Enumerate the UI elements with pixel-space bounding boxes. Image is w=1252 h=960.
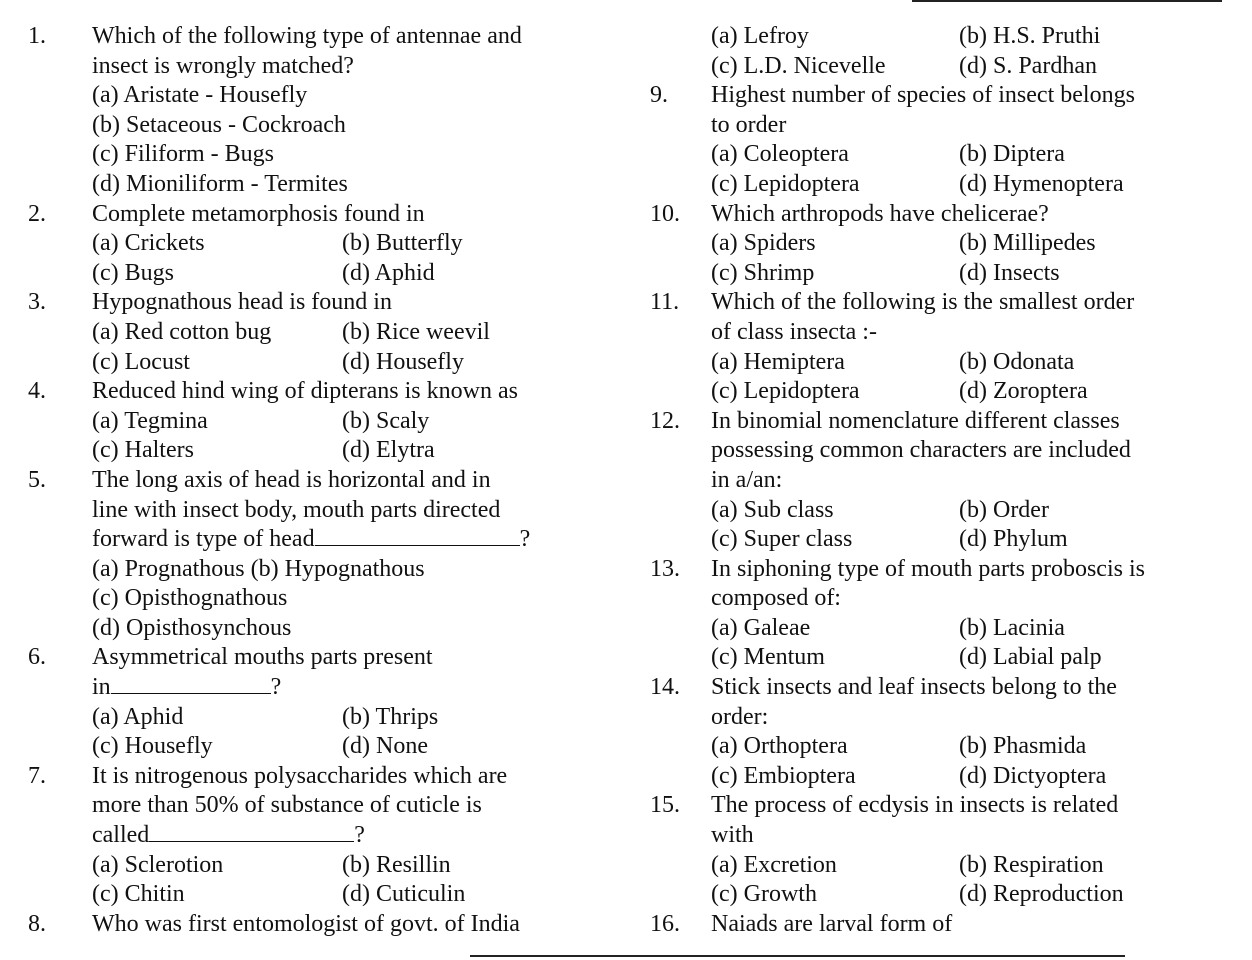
question-text: Asymmetrical mouths parts present xyxy=(92,644,433,671)
question-text: more than 50% of substance of cuticle is xyxy=(92,792,482,819)
option-b: (b) Odonata xyxy=(959,348,1075,375)
question-text: Reduced hind wing of dipterans is known as xyxy=(92,378,518,405)
option-row xyxy=(711,614,1235,644)
question-text: In binomial nomenclature different classes xyxy=(711,407,1120,434)
option-row xyxy=(92,732,598,762)
option-c: (c) Bugs xyxy=(92,259,174,286)
option-d: (d) S. Pardhan xyxy=(959,52,1097,79)
question-text: Naiads are larval form of xyxy=(711,910,953,937)
question-text: In siphoning type of mouth parts proboscis is xyxy=(711,555,1145,582)
right-column xyxy=(645,22,1235,939)
option-d: (d) Insects xyxy=(959,259,1060,286)
option-d: (d) Zoroptera xyxy=(959,378,1088,405)
option-d: (d) Hymenoptera xyxy=(959,170,1124,197)
option-a: (a) Orthoptera xyxy=(711,733,848,760)
question-number: 14. xyxy=(650,674,680,701)
question-mark: ? xyxy=(270,674,282,701)
question-15 xyxy=(645,791,1235,909)
question-text: Which of the following is the smallest order xyxy=(711,289,1135,316)
option-c: (c) Opisthognathous xyxy=(92,585,288,612)
option-row xyxy=(711,259,1235,289)
option-c: (c) Lepidoptera xyxy=(711,378,860,405)
option-d: (d) Dictyoptera xyxy=(959,762,1107,789)
option-a: (a) Galeae xyxy=(711,614,811,641)
question-number: 1. xyxy=(28,23,46,49)
option-b: (b) Resillin xyxy=(342,851,451,878)
option-row xyxy=(92,436,598,466)
question-4 xyxy=(28,377,598,466)
question-text: possessing common characters are included xyxy=(711,437,1131,464)
question-text-with-blank xyxy=(92,673,598,703)
question-text: in a/an: xyxy=(711,466,783,493)
option-row xyxy=(711,377,1235,407)
option-d: (d) None xyxy=(342,733,428,760)
question-text: Highest number of species of insect belongs xyxy=(711,82,1135,109)
question-text: Complete metamorphosis found in xyxy=(92,200,425,227)
question-text: The process of ecdysis in insects is related xyxy=(711,792,1119,819)
option-d: (d) Elytra xyxy=(342,437,435,464)
option-d: (d) Aphid xyxy=(342,259,435,286)
question-text: line with insect body, mouth parts directed xyxy=(92,496,501,523)
question-12 xyxy=(645,407,1235,555)
option-d: (d) Labial palp xyxy=(959,644,1102,671)
option-d: (d) Phylum xyxy=(959,526,1068,553)
option-c: (c) Shrimp xyxy=(711,259,815,286)
option-row xyxy=(711,229,1235,259)
option-row xyxy=(711,140,1235,170)
option-row xyxy=(711,732,1235,762)
option-b: (b) Scaly xyxy=(342,407,430,434)
option-d: (d) Mioniliform - Termites xyxy=(92,170,348,197)
option-d: (d) Cuticulin xyxy=(342,881,466,908)
option-row xyxy=(92,318,598,348)
option-a: (a) Lefroy xyxy=(711,23,809,49)
question-number: 12. xyxy=(650,407,680,434)
option-b: (b) Butterfly xyxy=(342,230,463,257)
option-b: (b) Order xyxy=(959,496,1049,523)
option-row xyxy=(711,851,1235,881)
question-number: 10. xyxy=(650,200,680,227)
answer-blank xyxy=(315,525,520,546)
question-number: 2. xyxy=(28,200,46,227)
option-b: (b) H.S. Pruthi xyxy=(959,23,1101,49)
option-c: (c) Embioptera xyxy=(711,762,856,789)
question-number: 15. xyxy=(650,792,680,819)
option-b: (b) Millipedes xyxy=(959,230,1096,257)
question-text: Hypognathous head is found in xyxy=(92,289,392,316)
question-text: order: xyxy=(711,703,769,730)
question-3 xyxy=(28,288,598,377)
option-a: (a) Crickets xyxy=(92,230,205,257)
option-row xyxy=(92,348,598,378)
question-text: composed of: xyxy=(711,585,841,612)
left-column xyxy=(28,22,598,939)
question-text: with xyxy=(711,822,754,849)
option-row xyxy=(711,762,1235,792)
question-mark: ? xyxy=(354,822,365,849)
option-a: (a) Sub class xyxy=(711,496,834,523)
option-c: (c) L.D. Nicevelle xyxy=(711,52,886,79)
option-row xyxy=(711,348,1235,378)
question-number: 13. xyxy=(650,555,680,582)
option-a: (a) Tegmina xyxy=(92,407,208,434)
option-c: (c) Filiform - Bugs xyxy=(92,141,274,168)
question-mark: ? xyxy=(519,526,531,553)
option-c: (c) Lepidoptera xyxy=(711,170,860,197)
question-13 xyxy=(645,555,1235,673)
question-number: 5. xyxy=(28,466,46,493)
option-c: (c) Mentum xyxy=(711,644,825,671)
option-row xyxy=(711,170,1235,200)
option-c: (c) Halters xyxy=(92,437,194,464)
option-c: (c) Housefly xyxy=(92,733,213,760)
option-a: (a) Hemiptera xyxy=(711,348,845,375)
question-text: Who was first entomologist of govt. of India xyxy=(92,910,520,937)
question-text: Stick insects and leaf insects belong to the xyxy=(711,674,1117,701)
question-number: 9. xyxy=(650,82,668,109)
option-b: (b) Setaceous - Cockroach xyxy=(92,111,346,138)
question-text: The long axis of head is horizontal and in xyxy=(92,466,491,493)
option-a: (a) Aphid xyxy=(92,703,184,730)
answer-blank xyxy=(111,673,271,694)
option-a: (a) Spiders xyxy=(711,230,816,257)
question-number: 16. xyxy=(650,910,680,937)
question-number: 3. xyxy=(28,289,46,316)
question-number: 8. xyxy=(28,910,46,937)
option-row xyxy=(711,525,1235,555)
option-b: (b) Thrips xyxy=(342,703,439,730)
question-11 xyxy=(645,288,1235,406)
question-number: 11. xyxy=(650,289,680,316)
option-a: (a) Excretion xyxy=(711,851,837,878)
option-row xyxy=(92,851,598,881)
question-text: in xyxy=(92,674,111,701)
option-c: (c) Locust xyxy=(92,348,190,375)
question-8-options xyxy=(645,22,1235,81)
question-text: It is nitrogenous polysaccharides which are xyxy=(92,762,508,789)
question-number: 6. xyxy=(28,644,46,671)
question-16 xyxy=(645,910,1235,940)
answer-blank xyxy=(149,821,354,842)
option-row xyxy=(711,52,1235,82)
question-6 xyxy=(28,643,598,761)
option-row xyxy=(711,643,1235,673)
option-row xyxy=(92,259,598,289)
option-row xyxy=(92,703,598,733)
option-a: (a) Aristate - Housefly xyxy=(92,82,308,109)
question-8 xyxy=(28,910,598,940)
question-text: insect is wrongly matched? xyxy=(92,52,354,79)
question-1 xyxy=(28,22,598,200)
question-5 xyxy=(28,466,598,644)
option-c: (c) Chitin xyxy=(92,881,185,908)
question-text: called xyxy=(92,822,150,849)
question-text-with-blank xyxy=(92,821,598,851)
question-2 xyxy=(28,200,598,289)
question-text-with-blank xyxy=(92,525,598,555)
option-row xyxy=(92,407,598,437)
question-10 xyxy=(645,200,1235,289)
option-b: (b) Phasmida xyxy=(959,733,1087,760)
question-number: 7. xyxy=(28,762,46,789)
option-row xyxy=(711,880,1235,910)
question-text: Which of the following type of antennae and xyxy=(92,23,522,49)
option-b: (b) Diptera xyxy=(959,141,1065,168)
option-a: (a) Coleoptera xyxy=(711,141,849,168)
option-d: (d) Housefly xyxy=(342,348,464,375)
top-rule-line xyxy=(912,0,1222,2)
option-c: (c) Super class xyxy=(711,526,853,553)
option-row xyxy=(711,496,1235,526)
option-c: (c) Growth xyxy=(711,881,817,908)
option-b: (b) Respiration xyxy=(959,851,1104,878)
question-14 xyxy=(645,673,1235,791)
option-row xyxy=(92,880,598,910)
question-text: forward is type of head xyxy=(92,526,315,553)
option-a-b: (a) Prognathous (b) Hypognathous xyxy=(92,555,425,582)
option-row xyxy=(92,229,598,259)
question-number: 4. xyxy=(28,378,46,405)
question-7 xyxy=(28,762,598,910)
option-row xyxy=(711,22,1235,52)
question-text: Which arthropods have chelicerae? xyxy=(711,200,1049,227)
question-text: to order xyxy=(711,111,787,138)
option-b: (b) Rice weevil xyxy=(342,318,490,345)
bottom-rule-line xyxy=(470,955,1125,957)
option-a: (a) Red cotton bug xyxy=(92,318,272,345)
option-d: (d) Opisthosynchous xyxy=(92,614,292,641)
question-text: of class insecta :- xyxy=(711,318,877,345)
question-9 xyxy=(645,81,1235,199)
option-d: (d) Reproduction xyxy=(959,881,1124,908)
option-b: (b) Lacinia xyxy=(959,614,1065,641)
option-a: (a) Sclerotion xyxy=(92,851,224,878)
